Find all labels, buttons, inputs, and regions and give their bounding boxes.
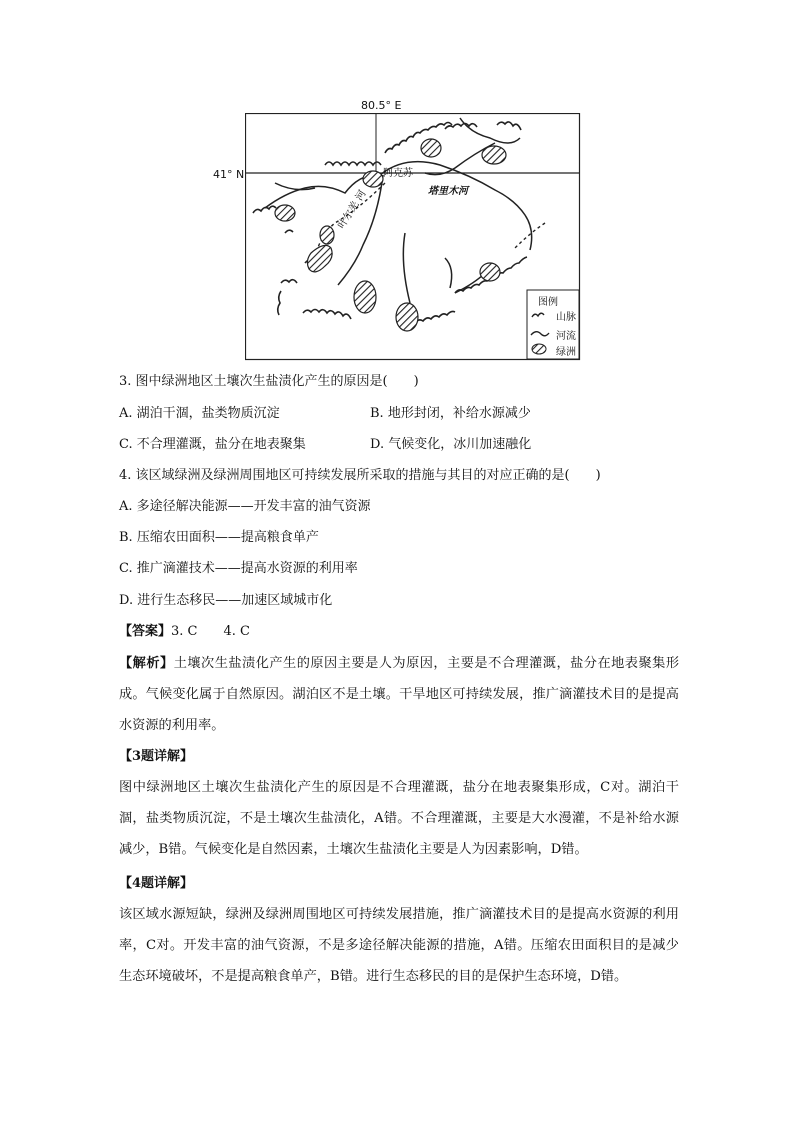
answer-line: [119, 623, 250, 641]
answer-text: 3. C 4. C: [171, 624, 250, 639]
q3-option-b: B. 地形封闭，补给水源减少: [370, 406, 531, 421]
q3-option-c: C. 不合理灌溉，盐分在地表聚集: [119, 437, 306, 452]
analysis-paragraph: [119, 648, 679, 741]
q3-stem: 3. 图中绿洲地区土壤次生盐渍化产生的原因是( ): [119, 374, 419, 389]
detail4-heading: 【4题详解】: [119, 876, 194, 891]
q4-option-b: B. 压缩农田面积——提高粮食单产: [119, 530, 319, 545]
detail4-paragraph: 该区域水源短缺，绿洲及绿洲周围地区可持续发展措施，推广滴灌技术目的是提高水资源的利用率，C对。开发丰富的油气资源，不是多途径解决能源的措施，A错。压缩农田面积目的是减少生态环境破坏，不是提高粮食单产，B错。进行生态移民的目的是保护生态环境，D错。: [119, 907, 679, 984]
q3-option-a: A. 湖泊干涸，盐类物质沉淀: [119, 406, 280, 421]
analysis-label: 【解析】: [119, 656, 174, 671]
legend-oasis-icon: [532, 344, 546, 354]
q3-option-d: D. 气候变化，冰川加速融化: [370, 437, 532, 452]
answer-label: 【答案】: [119, 624, 172, 639]
legend-mountain-label: 山脉: [556, 312, 576, 323]
place-aksu-label: 阿克苏: [383, 168, 413, 179]
legend-title: 图例: [538, 297, 558, 308]
q4-option-a: A. 多途径解决能源——开发丰富的油气资源: [119, 499, 371, 514]
q4-option-d: D. 进行生态移民——加速区域城市化: [119, 593, 333, 608]
legend-river-label: 河流: [556, 331, 576, 342]
river-yarkand-label: 叶尔羌 河: [336, 188, 369, 231]
detail3-heading: 【3题详解】: [119, 749, 194, 764]
oasis-map: [245, 113, 581, 361]
detail3-paragraph: 图中绿洲地区土壤次生盐渍化产生的原因是不合理灌溉，盐分在地表聚集形成，C对。湖泊干涸，盐类物质沉淀，不是土壤次生盐渍化，A错。不合理灌溉，主要是大水漫灌，不是补给水源减少，B错。气候变化是自然因素，土壤次生盐渍化主要是人为因素影响，D错。: [119, 780, 679, 857]
q4-option-c: C. 推广滴灌技术——提高水资源的利用率: [119, 561, 358, 576]
river-tarim-label: 塔里木河: [428, 186, 468, 197]
analysis-text: 土壤次生盐渍化产生的原因主要是人为原因，主要是不合理灌溉，盐分在地表聚集形成。气候变化属于自然原因。湖泊区不是土壤。干旱地区可持续发展，推广滴灌技术目的是提高水资源的利用率。: [119, 656, 680, 733]
latitude-label: 41° N: [213, 168, 245, 181]
longitude-label: 80.5° E: [361, 99, 402, 112]
legend-oasis-label: 绿洲: [556, 347, 576, 358]
q4-stem: 4. 该区域绿洲及绿洲周围地区可持续发展所采取的措施与其目的对应正确的是( ): [119, 468, 601, 483]
